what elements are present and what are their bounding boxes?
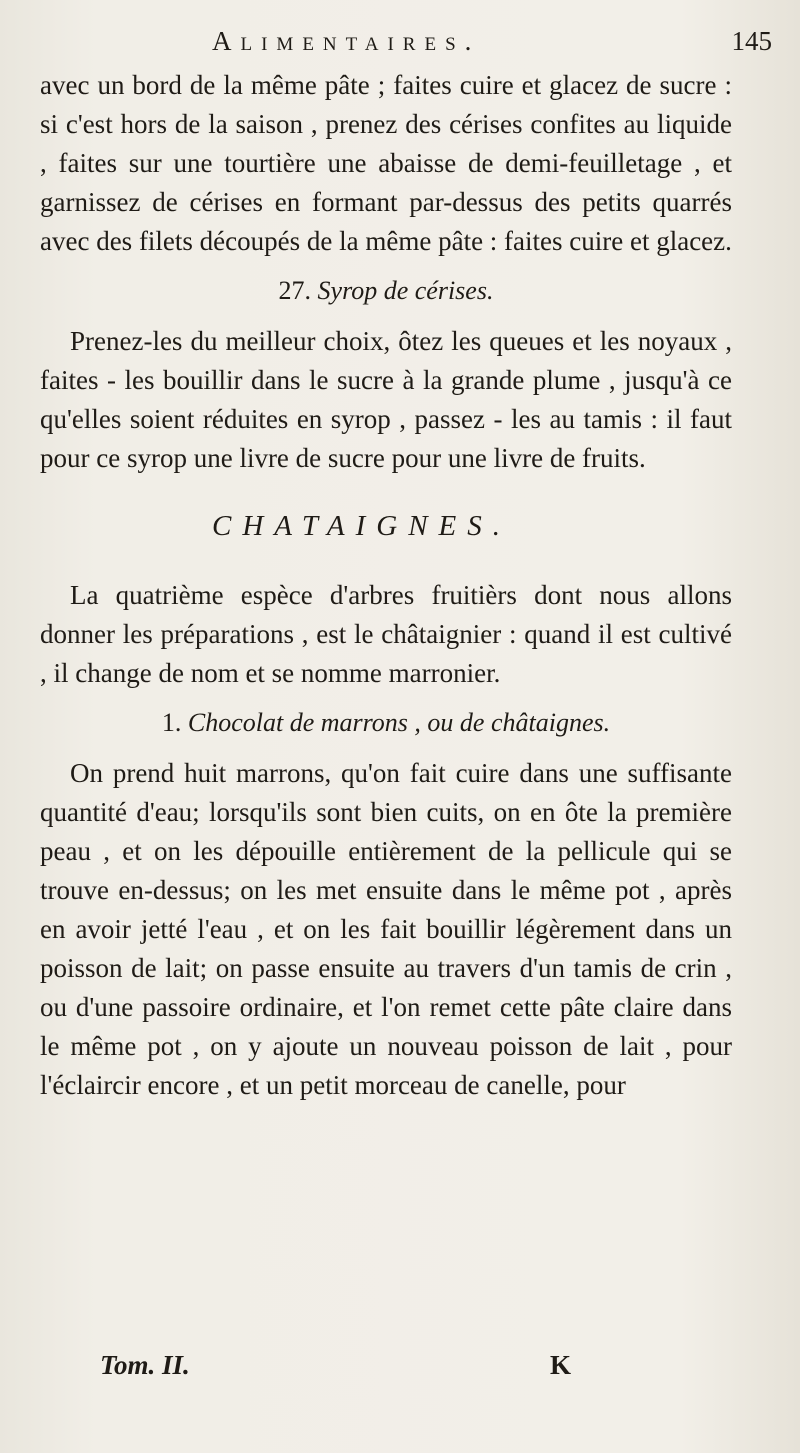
running-title: Alimentaires. [212,26,481,56]
recipe-number: 1. [161,708,182,737]
recipe-title: Syrop de cérises. [317,276,494,305]
recipe-heading-syrop [40,271,732,310]
paragraph-chataignes-intro: La quatrième espèce d'arbres fruitièrs dont nous allons donner les préparations , est le châtaignier : quand il est cultivé , il change de nom et se nomme marronier. [40,580,732,688]
section-title: CHATAIGNES. [212,510,512,542]
page-header [40,22,772,66]
paragraph-syrop: Prenez-les du meilleur choix, ôtez les queues et les noyaux , faites - les bouillir dans le sucre à la grande plume , jusqu'à ce qu'elles soient réduites en syrop , passez - les au tamis : il faut pour ce syrop une livre de sucre pour une livre de fruits. [40,326,732,473]
signature-mark: K [550,1350,572,1380]
recipe-number: 27. [278,276,312,305]
paragraph-chocolat: On prend huit marrons, qu'on fait cuire dans une suffisante quantité d'eau; lorsqu'ils sont bien cuits, on en ôte la première peau , et on les dépouille entièrement de la pellicule qui se trouve en-dessus; on les met ensuite dans le même pot , après en avoir jetté l'eau , et on les fait bouillir légèrement dans un poisson de lait; on passe ensuite au travers d'un tamis de crin , ou d'une passoire ordinaire, et l'on remet cette pâte claire dans le même pot , on y ajoute un nouveau poisson de lait , pour l'éclaircir encore , et un petit morceau de canelle, pour [40,758,732,1100]
paragraph-cerises-tart: avec un bord de la même pâte ; faites cuire et glacez de sucre : si c'est hors de la saison , prenez des cérises confites au liquide , faites sur une tourtière une abaisse de demi-feuilletage , et garnissez de cérises en formant par-dessus des petits quarrés avec des filets découpés de la même pâte : faites cuire et glacez. [40,70,732,256]
recipe-title: Chocolat de marrons , ou de châtaignes. [187,708,611,737]
page-number: 145 [731,26,772,56]
volume-marker: Tom. II. [100,1350,190,1380]
page-footer [100,1350,732,1390]
recipe-heading-chocolat [40,703,732,742]
